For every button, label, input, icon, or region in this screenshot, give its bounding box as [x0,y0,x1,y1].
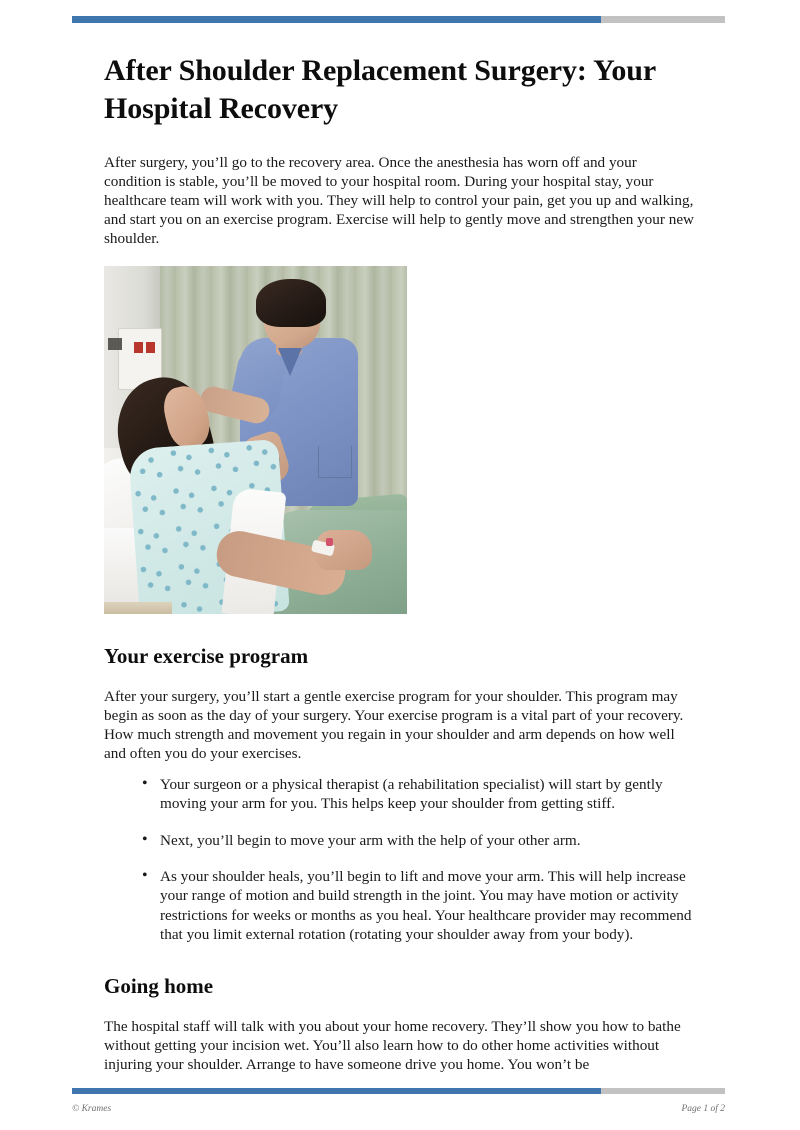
header-divider-gray-segment [601,16,725,23]
hospital-recovery-photo [104,266,407,614]
photo-equipment-label-right [146,342,155,353]
section-paragraph-exercise-program: After your surgery, you’ll start a gentle exercise program for your shoulder. This program may begin as soon as the day of your surgery. Your exercise program is a vital part of your recovery. How much strength and movement you regain in your shoulder and arm depends on how well and often you do your exercises. [104,688,684,763]
photo-illustration [104,266,407,614]
document-content [104,52,696,1086]
exercise-program-bullet-list [104,775,696,944]
list-item: • Your surgeon or a physical therapist (a rehabilitation specialist) will start by gently moving your arm for you. This helps keep your shoulder from getting stiff. [142,775,696,814]
section-heading-going-home: Going home [104,974,214,999]
photo-equipment-label-left [134,342,143,353]
footer-divider-gray-segment [601,1088,725,1094]
footer-page-number: Page 1 of 2 [681,1104,725,1114]
footer-divider-blue-segment [72,1088,601,1094]
section-heading-exercise-program: Your exercise program [104,644,309,668]
photo-wall-outlet [108,338,122,350]
list-item: • Next, you’ll begin to move your arm with the help of your other arm. [142,831,696,850]
page-footer [72,1104,725,1114]
header-divider [72,16,725,23]
footer-divider [72,1088,725,1094]
footer-copyright: © Krames [72,1104,112,1114]
photo-nurse-pocket [318,446,352,478]
intro-paragraph: After surgery, you’ll go to the recovery area. Once the anesthesia has worn off and your condition is stable, you’ll be moved to your hospital room. During your hospital stay, your healthcare team will work with you. They will help to control your pain, get you up and walking, and start you on an exercise program. Exercise will help to gently move and strengthen your new shoulder. [104,154,695,247]
header-divider-blue-segment [72,16,601,23]
list-item: • As your shoulder heals, you’ll begin to lift and move your arm. This will help increase your range of motion and build strength in the joint. You may have motion or activity restrictions for weeks or months as you heal. Your healthcare provider may recommend that you limit external rotation (rotating your shoulder away from your body). [142,867,696,944]
section-paragraph-going-home: The hospital staff will talk with you about your home recovery. They’ll show you how to bathe without getting your incision wet. You’ll also learn how to do other home activities without injuring your shoulder. Arrange to have someone drive you home. You won’t be [104,1018,681,1074]
photo-patient-wristband-tag [326,538,333,546]
photo-nurse-hair [256,279,326,327]
photo-bed-rail [104,602,172,614]
page-title: After Shoulder Replacement Surgery: Your Hospital Recovery [104,54,656,125]
